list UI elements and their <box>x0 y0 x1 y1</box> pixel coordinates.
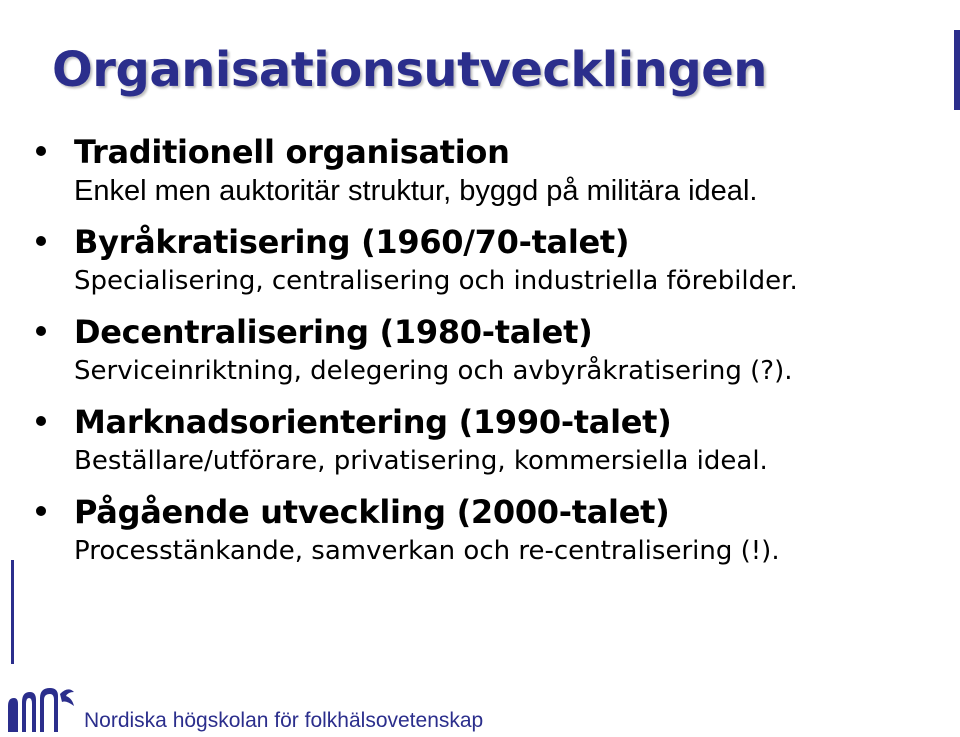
footer-organization: Nordiska högskolan för folkhälsovetenskap <box>84 709 484 732</box>
bullet-heading: Pågående utveckling (2000-talet) <box>74 493 670 531</box>
bullet-item <box>36 402 946 480</box>
bullet-dot-icon <box>36 506 46 516</box>
bullet-heading: Decentralisering (1980-talet) <box>74 313 593 351</box>
nhv-logo-icon <box>6 684 76 734</box>
bullet-description: Processtänkande, samverkan och re-centralisering (!). <box>74 536 780 566</box>
bullet-dot-icon <box>36 416 46 426</box>
bullet-dot-icon <box>36 326 46 336</box>
bullet-item <box>36 492 946 570</box>
bullet-dot-icon <box>36 236 46 246</box>
slide-footer <box>0 676 960 737</box>
title-frame-decoration <box>954 30 960 110</box>
bullet-heading: Traditionell organisation <box>74 133 510 171</box>
bullet-item <box>36 132 946 210</box>
left-frame-decoration <box>11 560 14 664</box>
bullet-description: Serviceinriktning, delegering och avbyråkratisering (?). <box>74 356 793 386</box>
bullet-list <box>36 132 946 582</box>
bullet-heading: Marknadsorientering (1990-talet) <box>74 403 672 441</box>
bullet-heading: Byråkratisering (1960/70-talet) <box>74 223 630 261</box>
slide-title: Organisationsutvecklingen <box>52 42 767 98</box>
bullet-description: Specialisering, centralisering och industriella förebilder. <box>74 266 798 296</box>
bullet-description: Beställare/utförare, privatisering, kommersiella ideal. <box>74 446 768 476</box>
bullet-item <box>36 312 946 390</box>
bullet-item <box>36 222 946 300</box>
bullet-dot-icon <box>36 146 46 156</box>
bullet-description: Enkel men auktoritär struktur, byggd på militära ideal. <box>74 175 758 207</box>
